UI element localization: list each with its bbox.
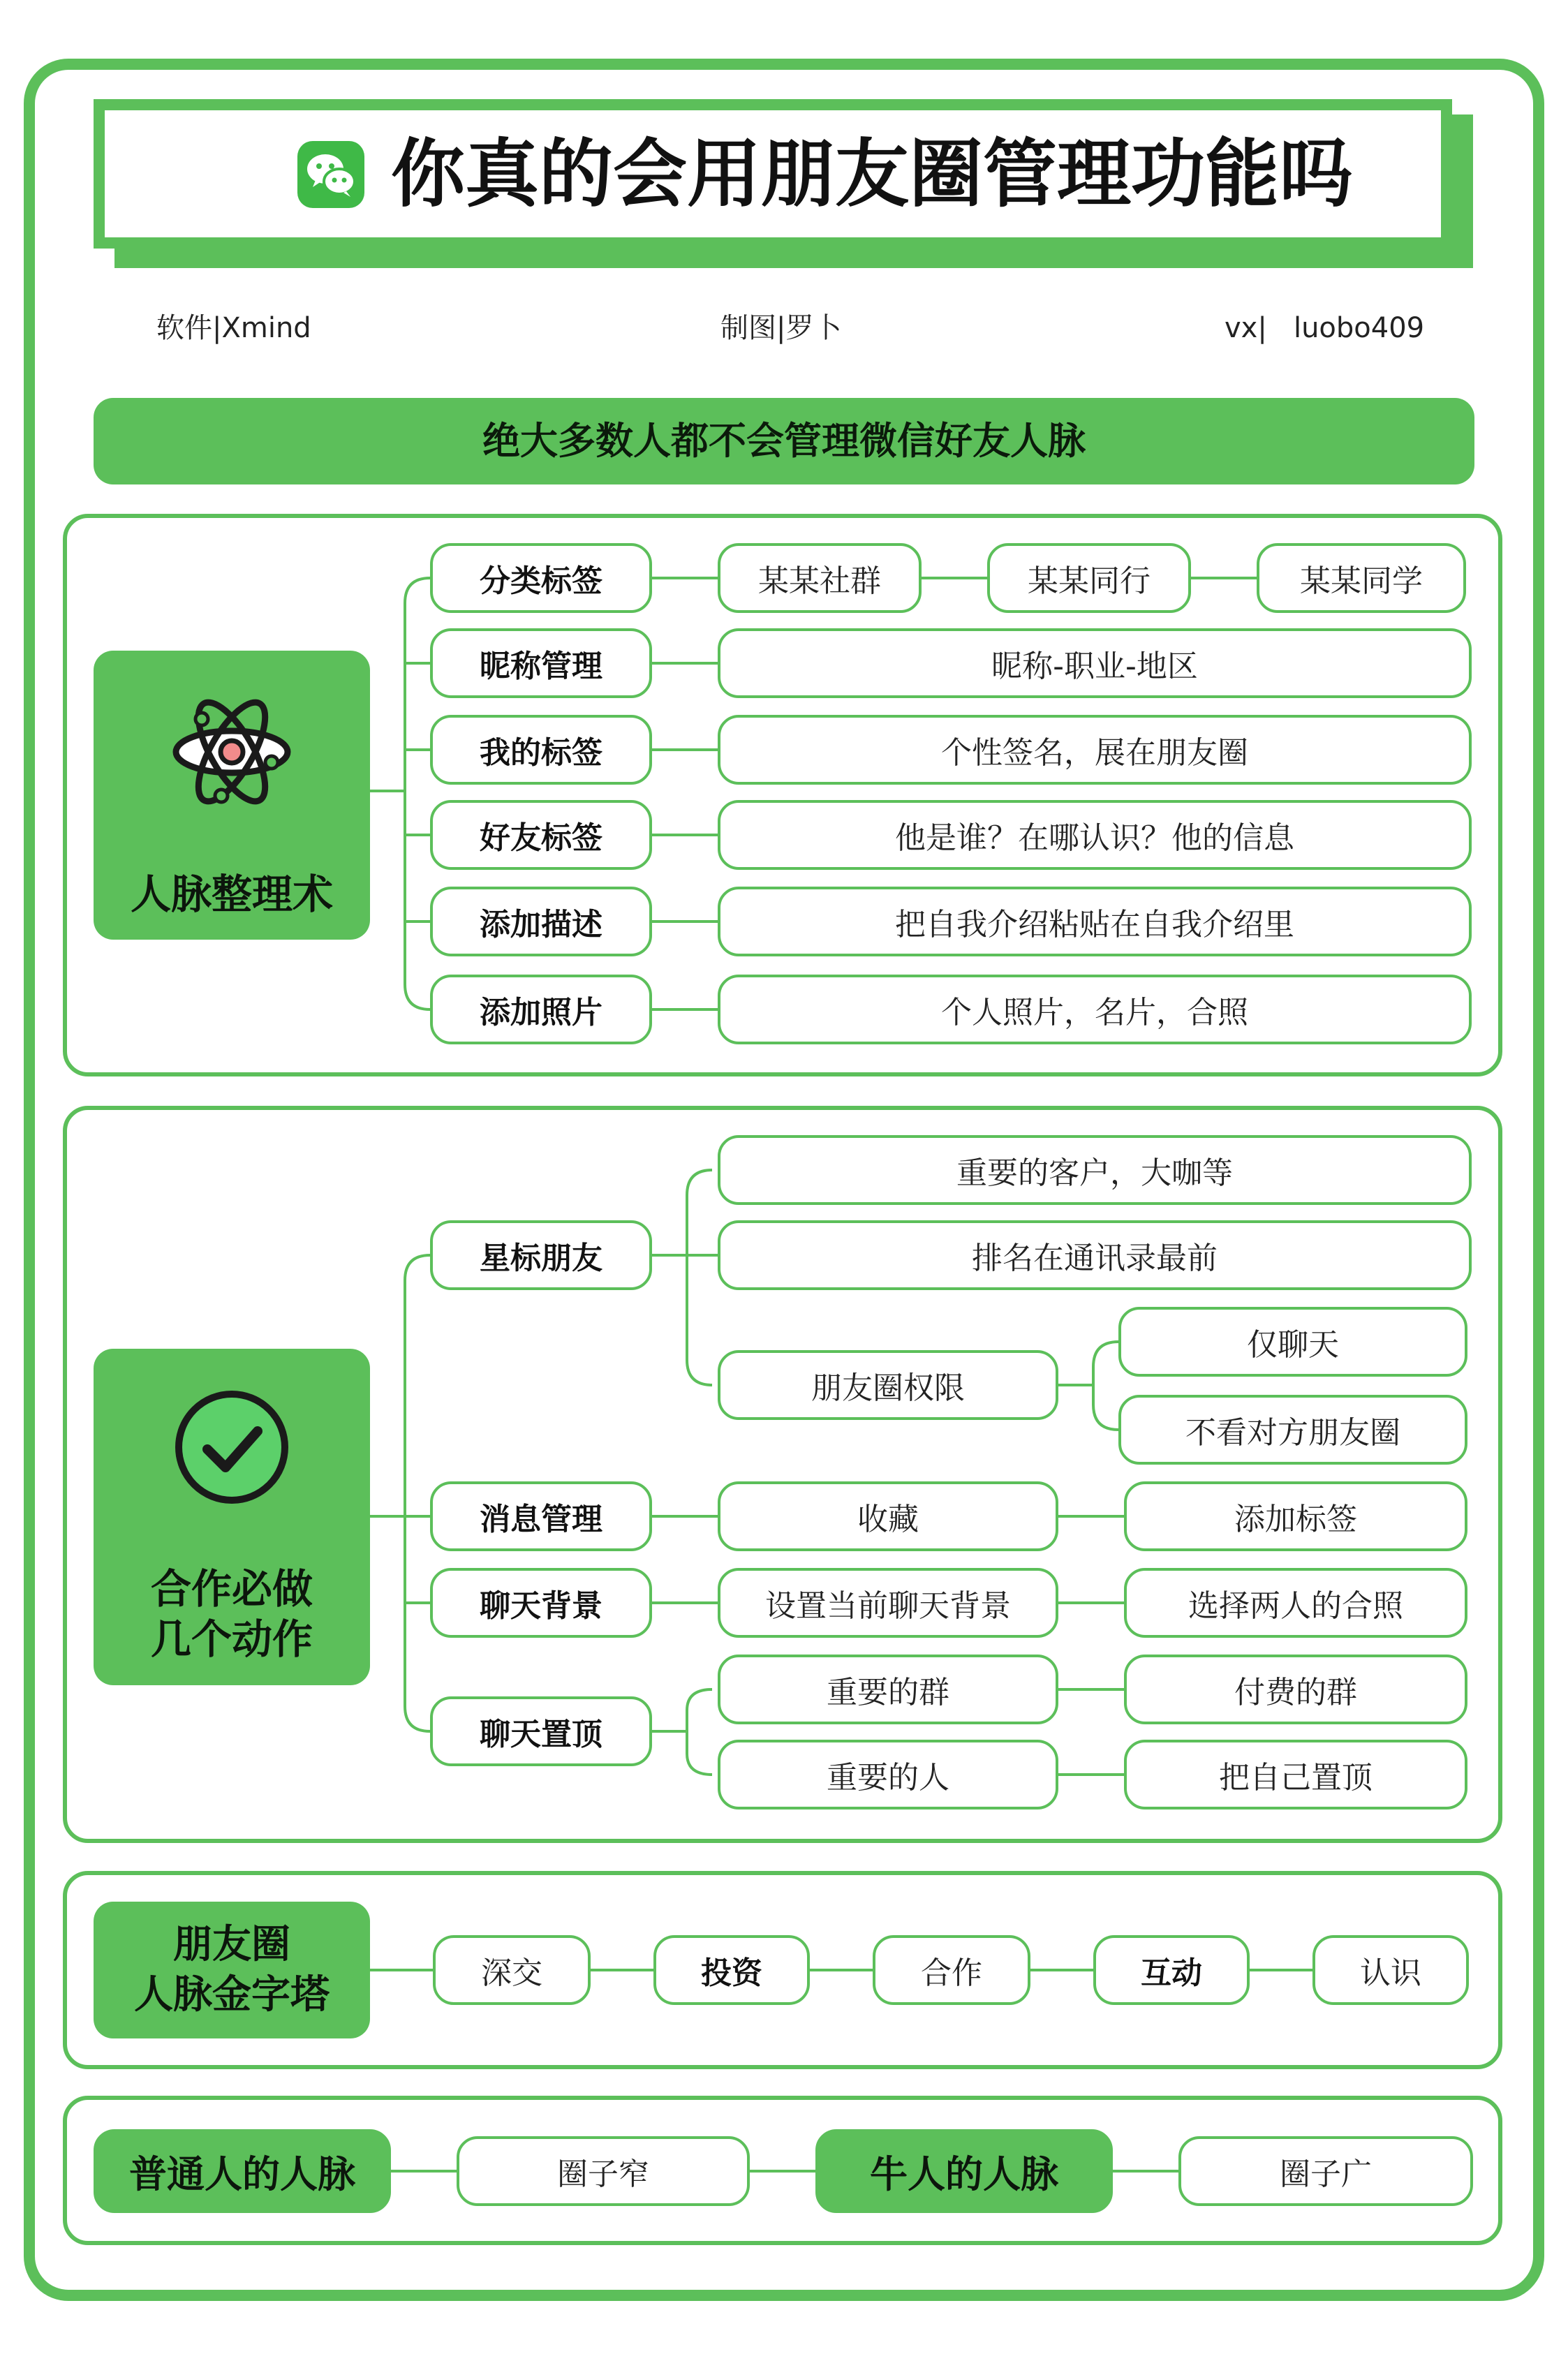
leaf-set-background: 设置当前聊天背景 bbox=[718, 1568, 1058, 1638]
leaf-couple-photo: 选择两人的合照 bbox=[1124, 1568, 1467, 1638]
hub-pyramid: 朋友圈 人脉金字塔 bbox=[94, 1902, 370, 2038]
leaf-community: 某某社群 bbox=[718, 543, 922, 613]
hub-cooperation bbox=[94, 1349, 370, 1685]
hub-cooperation-label: 合作必做 几个动作 bbox=[150, 1565, 313, 1663]
branch-friend-tags: 好友标签 bbox=[430, 800, 652, 870]
pyramid-interact: 互动 bbox=[1093, 1935, 1250, 2005]
branch-message-management: 消息管理 bbox=[430, 1481, 652, 1551]
leaf-classmates: 某某同学 bbox=[1257, 543, 1466, 613]
leaf-hide-moments: 不看对方朋友圈 bbox=[1118, 1395, 1467, 1465]
branch-star-friends: 星标朋友 bbox=[430, 1220, 652, 1290]
leaf-add-tag: 添加标签 bbox=[1124, 1481, 1467, 1551]
pyramid-know: 认识 bbox=[1312, 1935, 1469, 2005]
leaf-chat-only: 仅聊天 bbox=[1118, 1307, 1467, 1377]
meta-contact: vx| luobo409 bbox=[1225, 312, 1425, 344]
check-circle-icon bbox=[172, 1388, 291, 1507]
elite-network: 牛人的人脉 bbox=[815, 2129, 1113, 2213]
leaf-favorite: 收藏 bbox=[718, 1481, 1058, 1551]
pyramid-invest: 投资 bbox=[653, 1935, 810, 2005]
leaf-important-clients: 重要的客户，大咖等 bbox=[718, 1135, 1472, 1205]
hub-network bbox=[94, 651, 370, 940]
pyramid-deep: 深交 bbox=[433, 1935, 591, 2005]
leaf-peers: 某某同行 bbox=[987, 543, 1191, 613]
branch-my-tags: 我的标签 bbox=[430, 715, 652, 785]
leaf-self-intro: 把自我介绍粘贴在自我介绍里 bbox=[718, 887, 1472, 956]
leaf-photos: 个人照片，名片，合照 bbox=[718, 975, 1472, 1044]
branch-nickname: 昵称管理 bbox=[430, 628, 652, 698]
ordinary-network: 普通人的人脉 bbox=[94, 2129, 391, 2213]
narrow-circle: 圈子窄 bbox=[457, 2136, 750, 2206]
meta-author: 制图|罗卜 bbox=[720, 312, 842, 344]
node-moments-permission: 朋友圈权限 bbox=[718, 1350, 1058, 1420]
branch-chat-background: 聊天背景 bbox=[430, 1568, 652, 1638]
headline-banner: 绝大多数人都不会管理微信好友人脉 bbox=[94, 398, 1474, 484]
leaf-top-of-contacts: 排名在通讯录最前 bbox=[718, 1220, 1472, 1290]
leaf-who-is-he: 他是谁？在哪认识？他的信息 bbox=[718, 800, 1472, 870]
hub-network-label: 人脉整理术 bbox=[130, 871, 333, 918]
pyramid-cooperate: 合作 bbox=[873, 1935, 1030, 2005]
leaf-nickname-format: 昵称-职业-地区 bbox=[718, 628, 1472, 698]
atom-icon bbox=[165, 686, 298, 818]
leaf-important-groups: 重要的群 bbox=[718, 1655, 1058, 1724]
wide-circle: 圈子广 bbox=[1178, 2136, 1473, 2206]
branch-category-tag: 分类标签 bbox=[430, 543, 652, 613]
leaf-important-people: 重要的人 bbox=[718, 1740, 1058, 1809]
branch-add-photos: 添加照片 bbox=[430, 975, 652, 1044]
leaf-pin-self: 把自己置顶 bbox=[1124, 1740, 1467, 1809]
page-title: 你真的会用朋友圈管理功能吗 bbox=[391, 131, 1353, 217]
leaf-paid-groups: 付费的群 bbox=[1124, 1655, 1467, 1724]
leaf-signature: 个性签名，展在朋友圈 bbox=[718, 715, 1472, 785]
branch-add-description: 添加描述 bbox=[430, 887, 652, 956]
branch-pin-chat: 聊天置顶 bbox=[430, 1696, 652, 1766]
meta-software: 软件|Xmind bbox=[156, 312, 311, 344]
